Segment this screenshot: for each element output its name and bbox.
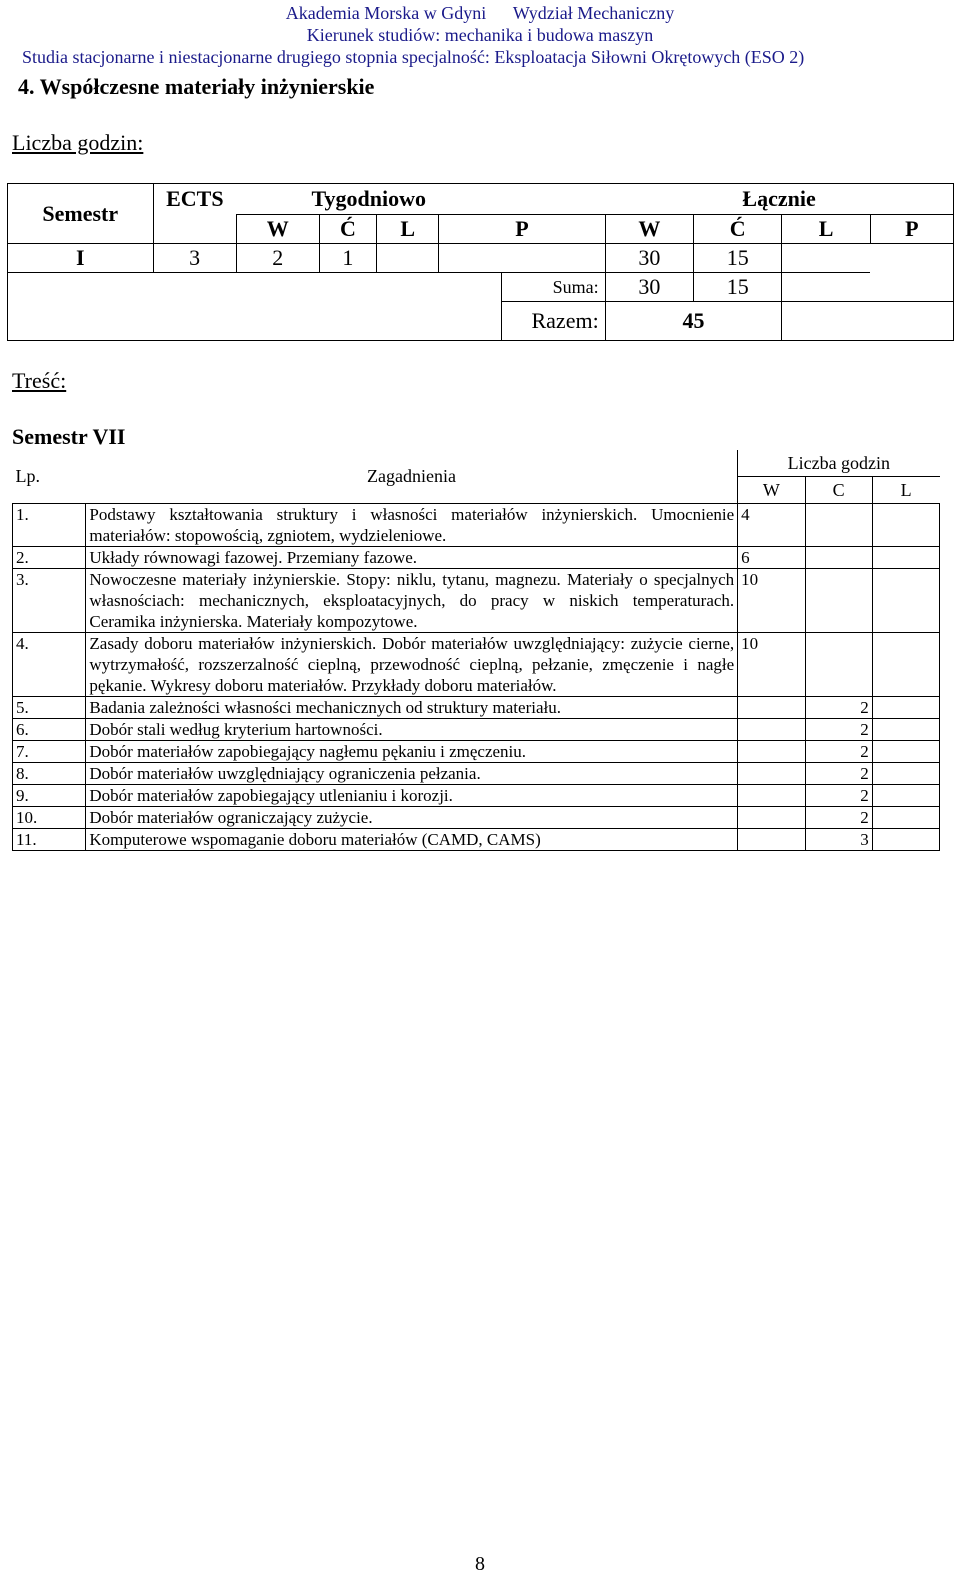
row-topic: Dobór materiałów zapobiegający nagłemu pękaniu i zmęczeniu. [86, 741, 738, 763]
row-w: 4 [738, 504, 805, 547]
suma-c: 15 [694, 273, 782, 302]
header-field-of-study: Kierunek studiów: mechanika i budowa maszyn [306, 25, 654, 45]
row-topic: Układy równowagi fazowej. Przemiany fazowe. [86, 547, 738, 569]
row-number: 1. [13, 504, 86, 547]
row-c: 2 [805, 697, 872, 719]
row-c: 2 [805, 807, 872, 829]
hours-table [7, 183, 954, 341]
col-lp: P [870, 215, 953, 244]
col-tc: Ć [319, 215, 376, 244]
c-header: C [805, 477, 872, 504]
razem-value: 45 [605, 302, 782, 341]
suma-label: Suma: [501, 273, 605, 302]
row-c: 2 [805, 741, 872, 763]
hours-label: Liczba godzin: [12, 130, 144, 155]
row-c: 3 [805, 829, 872, 851]
row-number: 2. [13, 547, 86, 569]
table-row [13, 807, 940, 829]
row-number: 10. [13, 807, 86, 829]
l-header: L [872, 477, 939, 504]
table-row [13, 829, 940, 851]
row-lc: 15 [694, 244, 782, 273]
table-row [13, 741, 940, 763]
row-c: 2 [805, 763, 872, 785]
col-tw: W [236, 215, 319, 244]
lp-header: Lp. [13, 450, 86, 504]
row-number: 11. [13, 829, 86, 851]
row-ects: 3 [153, 244, 236, 273]
table-row [13, 763, 940, 785]
section-title: 4. Współczesne materiały inżynierskie [18, 74, 375, 99]
row-topic: Podstawy kształtowania struktury i własności materiałów inżynierskich. Umocnienie materiałów: stopowością, zgniotem, wydzieleniowe. [86, 504, 738, 547]
col-tl: L [377, 215, 439, 244]
col-ll: L [782, 215, 870, 244]
row-c: 2 [805, 785, 872, 807]
row-w: 6 [738, 547, 805, 569]
row-semester: I [8, 244, 154, 273]
row-topic: Zasady doboru materiałów inżynierskich. Dobór materiałów uwzględniający: zużycie cierne, wytrzymałość, rozszerzalność cieplną, przewodność cieplną, pełzanie, zmęczenie i nagłe pękanie. Wykresy doboru materiałów. Przykłady doboru materiałów. [86, 633, 738, 697]
row-topic: Komputerowe wspomaganie doboru materiałów (CAMD, CAMS) [86, 829, 738, 851]
row-topic: Dobór materiałów ograniczający zużycie. [86, 807, 738, 829]
table-row [13, 504, 940, 547]
row-topic: Dobór stali według kryterium hartowności. [86, 719, 738, 741]
row-w: 10 [738, 633, 805, 697]
page-number: 8 [475, 1553, 485, 1575]
header-study-mode: Studia stacjonarne i niestacjonarne drugiego stopnia specjalność: Eksploatacja Siłowni Okrętowych (ESO 2) [22, 47, 805, 67]
row-number: 5. [13, 697, 86, 719]
table-row [13, 547, 940, 569]
row-topic: Badania zależności własności mechanicznych od struktury materiału. [86, 697, 738, 719]
liczba-godzin-header: Liczba godzin [738, 450, 940, 477]
lacznie-header: Łącznie [605, 184, 953, 215]
row-number: 8. [13, 763, 86, 785]
table-row [13, 697, 940, 719]
row-tc: 1 [319, 244, 376, 273]
table-row [13, 633, 940, 697]
col-tp: P [439, 215, 605, 244]
content-label: Treść: [12, 368, 67, 393]
tygodniowo-header: Tygodniowo [236, 184, 501, 215]
table-row [13, 569, 940, 633]
header-institution: Akademia Morska w Gdyni Wydział Mechaniczny [285, 3, 675, 23]
row-lw: 30 [605, 244, 693, 273]
topics-table [12, 450, 940, 851]
row-number: 4. [13, 633, 86, 697]
row-c: 2 [805, 719, 872, 741]
row-topic: Nowoczesne materiały inżynierskie. Stopy: niklu, tytanu, magnezu. Materiały o specjalnych własnościach: mechanicznych, eksploatacyjnych, do pracy w niskich temperaturach. Ceramika inżynierska. Materiały kompozytowe. [86, 569, 738, 633]
row-w: 10 [738, 569, 805, 633]
razem-label: Razem: [501, 302, 605, 341]
table-row [13, 785, 940, 807]
row-tw: 2 [236, 244, 319, 273]
table-row [13, 719, 940, 741]
row-number: 6. [13, 719, 86, 741]
row-number: 3. [13, 569, 86, 633]
semester-title: Semestr VII [12, 424, 126, 449]
ects-header: ECTS [153, 184, 236, 215]
row-topic: Dobór materiałów uwzględniający ograniczenia pełzania. [86, 763, 738, 785]
row-number: 7. [13, 741, 86, 763]
zagadnienia-header: Zagadnienia [86, 450, 738, 504]
suma-w: 30 [605, 273, 693, 302]
col-lw: W [605, 215, 693, 244]
col-lc: Ć [694, 215, 782, 244]
row-number: 9. [13, 785, 86, 807]
w-header: W [738, 477, 805, 504]
row-topic: Dobór materiałów zapobiegający utlenianiu i korozji. [86, 785, 738, 807]
semestr-header: Semestr [8, 184, 154, 244]
